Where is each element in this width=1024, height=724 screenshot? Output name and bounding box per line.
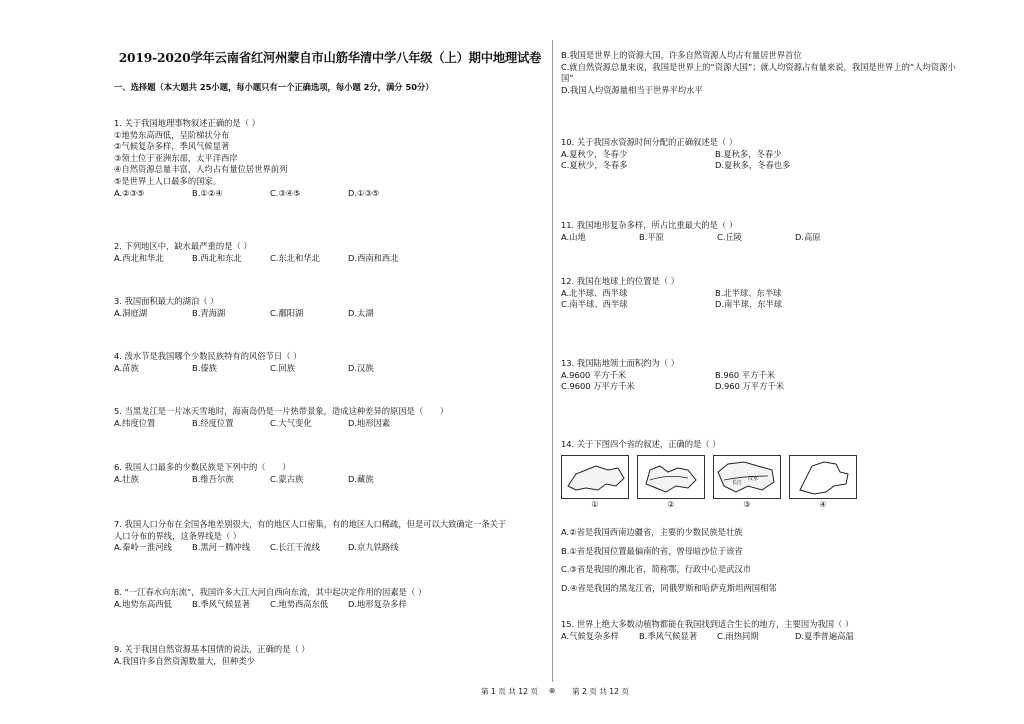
option-a: A.山地: [561, 231, 586, 242]
option-a: A.地势东高西低: [114, 598, 172, 609]
river-label: 长江: [732, 479, 743, 486]
option-c: C.大气变化: [270, 417, 312, 428]
province-map-3: [713, 455, 781, 509]
map-number-label: ④: [819, 500, 827, 509]
province-map-4: [789, 455, 857, 509]
question-line: B.我国是世界上的资源大国，许多自然资源人均占有量居世界首位: [561, 50, 802, 60]
option-a: A.秦岭－淮河线: [114, 542, 172, 553]
option-b: B.维吾尔族: [192, 473, 234, 484]
question-block-4: [561, 276, 991, 311]
river-label: 汉水: [748, 475, 759, 482]
question-line: ④自然资源总量丰富，人均占有量位居世界前列: [114, 164, 288, 175]
options-row: [561, 288, 991, 300]
option-d: D.藏族: [348, 473, 374, 484]
option-a: A.纬度位置: [114, 417, 156, 428]
question-block-5: [561, 358, 991, 393]
option-c: C.长江干流线: [270, 542, 320, 553]
question-3: [114, 296, 546, 319]
options-row: [561, 381, 991, 393]
option-d: D.夏秋多，冬春也多: [715, 160, 791, 171]
question-5: [114, 406, 546, 429]
question-line: 15. 世界上绝大多数动植物都能在我国找到适合生长的地方，主要因为我国（ ）: [561, 619, 854, 629]
map-number-label: ③: [743, 500, 751, 509]
question-8: [114, 587, 546, 610]
question-line: 4. 泼水节是我国哪个少数民族特有的风俗节日（ ）: [114, 351, 302, 361]
option-d: D.夏季普遍高温: [795, 630, 854, 641]
option-b: B.北半球、东半球: [715, 287, 782, 298]
option-d: D.高原: [795, 231, 821, 242]
option-b: B.西北和东北: [192, 252, 242, 263]
option-b: B.960 平方千米: [715, 369, 775, 380]
question-block-6: [561, 439, 991, 511]
option-d: D.太湖: [348, 307, 374, 318]
footer-mark: ⊗: [549, 686, 556, 695]
option-d: D.①③⑤: [348, 187, 380, 198]
options-row: [114, 308, 546, 320]
question-block-2: [561, 137, 991, 172]
footer-page-1: 第 1 页 共 12 页: [481, 687, 538, 696]
option-b: B.经度位置: [192, 417, 234, 428]
question-6: [114, 462, 546, 485]
option-a: A.壮族: [114, 473, 139, 484]
option-d: D.汉族: [348, 362, 374, 373]
option-b: B.①②④: [192, 187, 223, 198]
options-row: [561, 149, 991, 161]
option-c: C.地势西高东低: [270, 598, 329, 609]
question-line: 人口分布的界线，这条界线是（ ）: [114, 530, 242, 541]
options-row: [114, 253, 546, 265]
footer-page-2: 第 2 页 共 12 页: [572, 687, 629, 696]
province-outline: [638, 456, 704, 498]
question-block-3: [561, 220, 991, 243]
option-a: A.洞庭湖: [114, 307, 148, 318]
option-d: D.地形复杂多样: [348, 598, 407, 609]
question-line: 3. 我国面积最大的湖泊（ ）: [114, 296, 219, 306]
question-line: 6. 我国人口最多的少数民族是下列中的（ ）: [114, 462, 291, 472]
options-row: [114, 418, 546, 430]
section-heading: 一、选择题（本大题共 25小题，每小题只有一个正确选项，每小题 2分，满分 50分）: [114, 82, 434, 92]
province-outline: [562, 456, 628, 498]
option-c: C.9600 万平方千米: [561, 381, 635, 392]
question-line: 9. 关于我国自然资源基本国情的说法，正确的是（ ）: [114, 644, 310, 654]
question-4: [114, 351, 546, 374]
question-line: 2. 下列地区中，缺水最严重的是（ ）: [114, 241, 252, 251]
question-1: [114, 118, 546, 199]
question-line: 7. 我国人口分布在全国各地差别很大，有的地区人口密集，有的地区人口稀疏，但是可以大致确定一条关于: [114, 519, 507, 529]
option-d: D.960 万平方千米: [715, 381, 784, 392]
province-map-1: [561, 455, 629, 509]
question-line: 8. “一江春水向东流”，我国许多大江大河自西向东流，其中起决定作用的因素是（ ）: [114, 587, 427, 597]
option-c: C.南半球、西半球: [561, 299, 628, 310]
option-d: D.京九铁路线: [348, 542, 399, 553]
options-row: [114, 188, 546, 200]
option-c: C.回族: [270, 362, 296, 373]
question-line: B.①省是我国位置最偏南的省，曾母暗沙位于该省: [561, 545, 743, 556]
question-line: 国”: [561, 73, 574, 84]
question-line: ⑤是世界上人口最多的国家。: [114, 175, 222, 186]
option-a: A.夏秋少，冬春少: [561, 148, 628, 159]
question-line: A.②省是我国西南边疆省，主要的少数民族是壮族: [561, 527, 743, 537]
option-d: D.地形因素: [348, 417, 391, 428]
option-b: B.傣族: [192, 362, 217, 373]
option-b: B.黑河－腾冲线: [192, 542, 251, 553]
province-outline: [790, 456, 856, 498]
option-a: A.北半球、西半球: [561, 287, 628, 298]
question-2: [114, 241, 546, 264]
question-9: [114, 644, 546, 667]
question-line: 14. 关于下图四个省的叙述，正确的是（ ）: [561, 439, 721, 449]
question-line: 11. 我国地形复杂多样，所占比重最大的是（ ）: [561, 220, 738, 230]
option-b: B.青海湖: [192, 307, 226, 318]
option-b: B.季风气候显著: [639, 630, 698, 641]
question-line: ①地势东高西低，呈阶梯状分布: [114, 129, 230, 140]
options-row: [561, 631, 991, 643]
question-line: D.④省是我国的黑龙江省，同俄罗斯和哈萨克斯坦两国相邻: [561, 582, 777, 593]
option-d: D.西南和西北: [348, 252, 399, 263]
question-7: [114, 519, 546, 554]
question-line: 10. 关于我国水资源时间分配的正确叙述是（ ）: [561, 137, 738, 147]
question-line: D.我国人均资源量相当于世界平均水平: [561, 84, 703, 95]
column-divider: [552, 40, 553, 682]
question-line: C.③省是我国的湘北省，简称鄂，行政中心是武汉市: [561, 564, 752, 574]
province-outline: [714, 456, 780, 498]
question-line: ②气候复杂多样，季风气候显著: [114, 141, 230, 152]
map-number-label: ①: [591, 500, 599, 509]
option-a: A.9600 平方千米: [561, 369, 627, 380]
province-map-2: [637, 455, 705, 509]
question-line: 5. 当黑龙江是一片冰天雪地时，海南岛仍是一片热带景象，造成这种差异的原因是（ ）: [114, 406, 449, 416]
province-maps: [561, 455, 991, 511]
question-line: ③领土位于亚洲东部，太平洋西岸: [114, 152, 238, 163]
options-row: [114, 474, 546, 486]
option-c: C.夏秋少，冬春多: [561, 160, 628, 171]
option-b: B.季风气候显著: [192, 598, 251, 609]
option-b: B.夏秋多，冬春少: [715, 148, 782, 159]
question-block-1: [561, 50, 991, 96]
option-c: C.蒙古族: [270, 473, 304, 484]
option-d: D.南半球、东半球: [715, 299, 783, 310]
question-line: A.我国许多自然资源数量大，但种类少: [114, 655, 255, 666]
question-line: C.就自然资源总量来说，我国是世界上的“资源大国”；就人均资源占有量来说，我国是世界上的“人均资源小: [561, 61, 956, 72]
options-row: [561, 370, 991, 382]
question-block-8: [561, 619, 991, 642]
options-row: [561, 299, 991, 311]
map-number-label: ②: [667, 500, 675, 509]
exam-title: 2019-2020学年云南省红河州蒙自市山筋华清中学八年级（上）期中地理试卷: [118, 50, 542, 65]
option-c: C.丘陵: [717, 231, 743, 242]
question-line: 13. 我国陆地领土面积约为（ ）: [561, 358, 680, 368]
question-line: 12. 我国在地球上的位置是（ ）: [561, 276, 680, 286]
province-shape: [800, 462, 848, 494]
question-line: 1. 关于我国地理事物叙述正确的是（ ）: [114, 118, 260, 128]
question-block-7: [561, 527, 991, 601]
option-a: A.气候复杂多样: [561, 630, 619, 641]
option-c: C.③④⑤: [270, 187, 301, 198]
option-b: B.平原: [639, 231, 664, 242]
options-row: [561, 160, 991, 172]
option-c: C.鄱阳湖: [270, 307, 304, 318]
province-shape: [568, 466, 624, 490]
option-a: A.苗族: [114, 362, 139, 373]
options-row: [114, 542, 546, 554]
options-row: [114, 599, 546, 611]
option-a: A.②③⑤: [114, 187, 145, 198]
option-c: C.东北和华北: [270, 252, 320, 263]
option-c: C.雨热同期: [717, 630, 759, 641]
options-row: [114, 363, 546, 375]
option-a: A.西北和华北: [114, 252, 164, 263]
options-row: [561, 232, 991, 244]
